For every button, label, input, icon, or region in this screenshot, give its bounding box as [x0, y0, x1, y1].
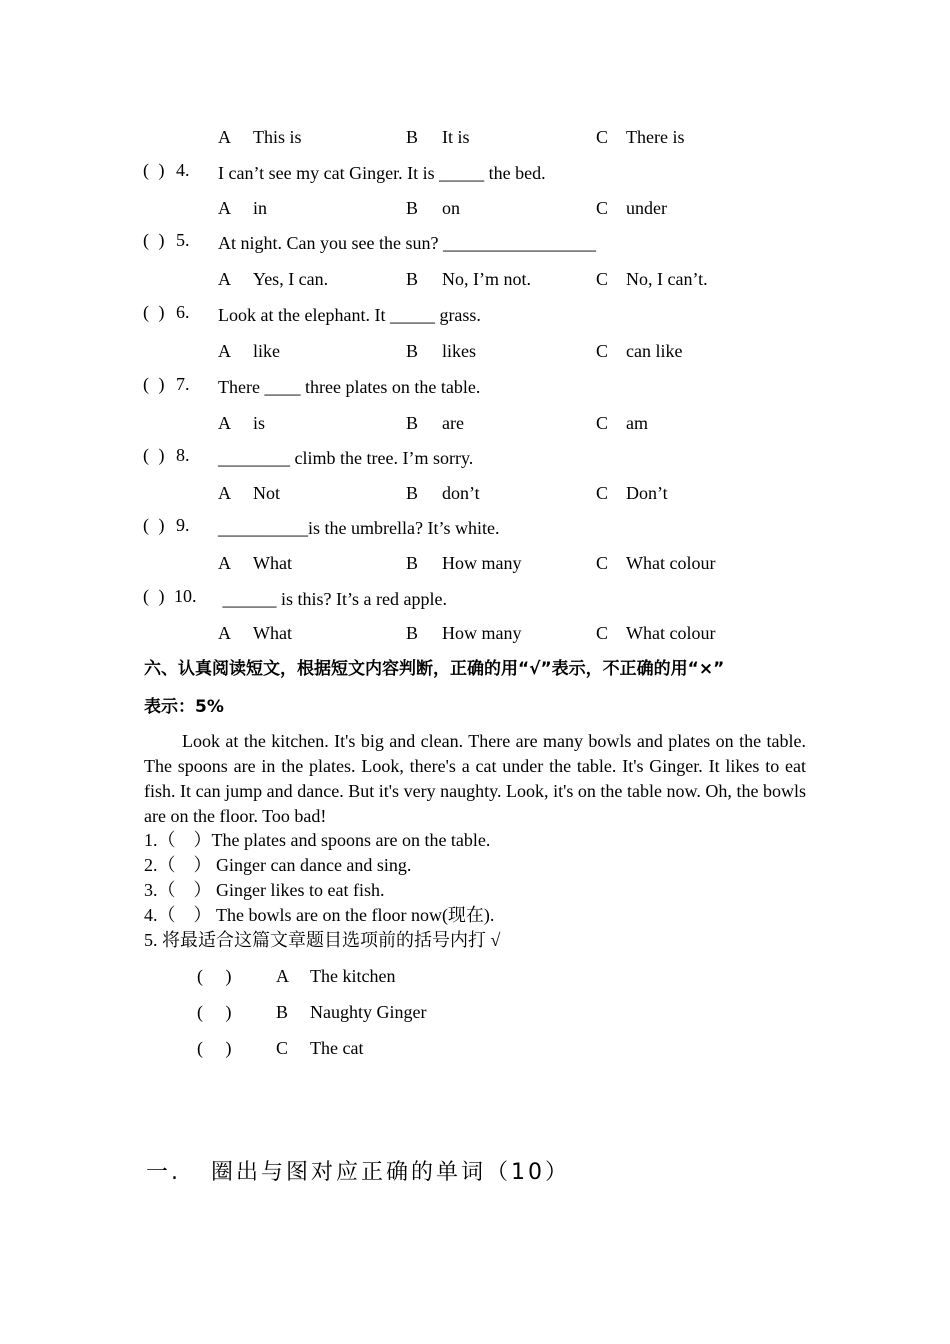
- question-paren: ( ): [143, 445, 164, 465]
- question-number: 10.: [174, 586, 197, 606]
- question-stem: __________is the umbrella? It’s white.: [218, 518, 500, 538]
- title-choice-paren: ( ): [197, 1038, 232, 1058]
- option-letter: A: [218, 269, 231, 289]
- option-text: under: [626, 198, 667, 218]
- question-stem: At night. Can you see the sun? _________________: [218, 233, 596, 253]
- title-choice-text: The kitchen: [310, 966, 396, 986]
- option-text: am: [626, 413, 648, 433]
- option-letter: B: [406, 341, 419, 361]
- option-text: can like: [626, 341, 683, 361]
- option-letter: A: [218, 483, 231, 503]
- option-text: How many: [442, 553, 522, 573]
- section-heading-cont: 表示：5%: [144, 697, 224, 717]
- option-text: likes: [442, 341, 476, 361]
- option-letter: C: [596, 269, 609, 289]
- option-letter: A: [218, 198, 231, 218]
- title-choice-paren: ( ): [197, 966, 232, 986]
- option-letter: B: [406, 127, 419, 147]
- question-paren: ( ): [143, 515, 164, 535]
- question-number: 4.: [176, 160, 190, 180]
- option-letter: C: [596, 341, 609, 361]
- option-letter: B: [406, 413, 419, 433]
- option-letter: A: [218, 341, 231, 361]
- option-letter: A: [218, 413, 231, 433]
- true-false-statement: 4.（ ） The bowls are on the floor now(现在).: [144, 905, 495, 925]
- section-heading: 六、认真阅读短文，根据短文内容判断，正确的用“√”表示，不正确的用“×”: [144, 659, 725, 679]
- option-text: Not: [253, 483, 280, 503]
- title-choice-text: Naughty Ginger: [310, 1002, 427, 1022]
- option-text: It is: [442, 127, 470, 147]
- option-letter: C: [596, 127, 609, 147]
- option-letter: B: [406, 553, 419, 573]
- true-false-statement: 3.（ ） Ginger likes to eat fish.: [144, 880, 385, 900]
- next-section-title: 一. 圈出与图对应正确的单词（10）: [146, 1160, 570, 1185]
- option-text: How many: [442, 623, 522, 643]
- question-number: 8.: [176, 445, 190, 465]
- title-choice-text: The cat: [310, 1038, 364, 1058]
- option-letter: A: [218, 553, 231, 573]
- option-letter: B: [406, 269, 419, 289]
- option-text: This is: [253, 127, 302, 147]
- option-text: on: [442, 198, 460, 218]
- option-letter: C: [596, 198, 609, 218]
- option-letter: C: [596, 553, 609, 573]
- option-text: don’t: [442, 483, 480, 503]
- option-text: What: [253, 553, 292, 573]
- option-text: are: [442, 413, 464, 433]
- passage-text: Look at the kitchen. It's big and clean. There are many bowls and plates on the table. The spoons are in the plates. Look, there's a cat under the table. It's Ginger. It likes to eat fish. It can jump and dance. But it's very naughty. Look, it's on the table now. Oh, the bowls are on the floor. Too bad!: [144, 731, 806, 826]
- question-paren: ( ): [143, 160, 164, 180]
- question-paren: ( ): [143, 302, 164, 322]
- title-choice-letter: A: [276, 966, 289, 986]
- option-letter: C: [596, 483, 609, 503]
- question-paren: ( ): [143, 586, 164, 606]
- option-letter: B: [406, 483, 419, 503]
- option-text: What colour: [626, 553, 716, 573]
- title-choice-letter: C: [276, 1038, 289, 1058]
- title-choice-paren: ( ): [197, 1002, 232, 1022]
- option-text: What: [253, 623, 292, 643]
- option-letter: C: [596, 623, 609, 643]
- reading-passage: [144, 729, 806, 829]
- option-text: like: [253, 341, 280, 361]
- option-text: is: [253, 413, 266, 433]
- question-number: 7.: [176, 374, 190, 394]
- option-text: No, I can’t.: [626, 269, 708, 289]
- option-letter: A: [218, 127, 231, 147]
- question-number: 6.: [176, 302, 190, 322]
- true-false-statement: 2.（ ） Ginger can dance and sing.: [144, 855, 412, 875]
- question-stem: I can’t see my cat Ginger. It is _____ the bed.: [218, 163, 546, 183]
- option-letter: C: [596, 413, 609, 433]
- option-text: Don’t: [626, 483, 668, 503]
- option-letter: B: [406, 198, 419, 218]
- true-false-statement: 1.（ ）The plates and spoons are on the table.: [144, 830, 491, 850]
- question-number: 5.: [176, 230, 190, 250]
- true-false-statement: 5. 将最适合这篇文章题目选项前的括号内打 √: [144, 930, 501, 950]
- question-number: 9.: [176, 515, 190, 535]
- question-stem: ______ is this? It’s a red apple.: [218, 589, 447, 609]
- option-text: Yes, I can.: [253, 269, 329, 289]
- option-letter: B: [406, 623, 419, 643]
- option-text: What colour: [626, 623, 716, 643]
- option-text: There is: [626, 127, 685, 147]
- question-stem: Look at the elephant. It _____ grass.: [218, 305, 481, 325]
- question-stem: There ____ three plates on the table.: [218, 377, 481, 397]
- question-paren: ( ): [143, 230, 164, 250]
- option-text: in: [253, 198, 268, 218]
- question-stem: ________ climb the tree. I’m sorry.: [218, 448, 474, 468]
- question-paren: ( ): [143, 374, 164, 394]
- title-choice-letter: B: [276, 1002, 289, 1022]
- option-text: No, I’m not.: [442, 269, 531, 289]
- option-letter: A: [218, 623, 231, 643]
